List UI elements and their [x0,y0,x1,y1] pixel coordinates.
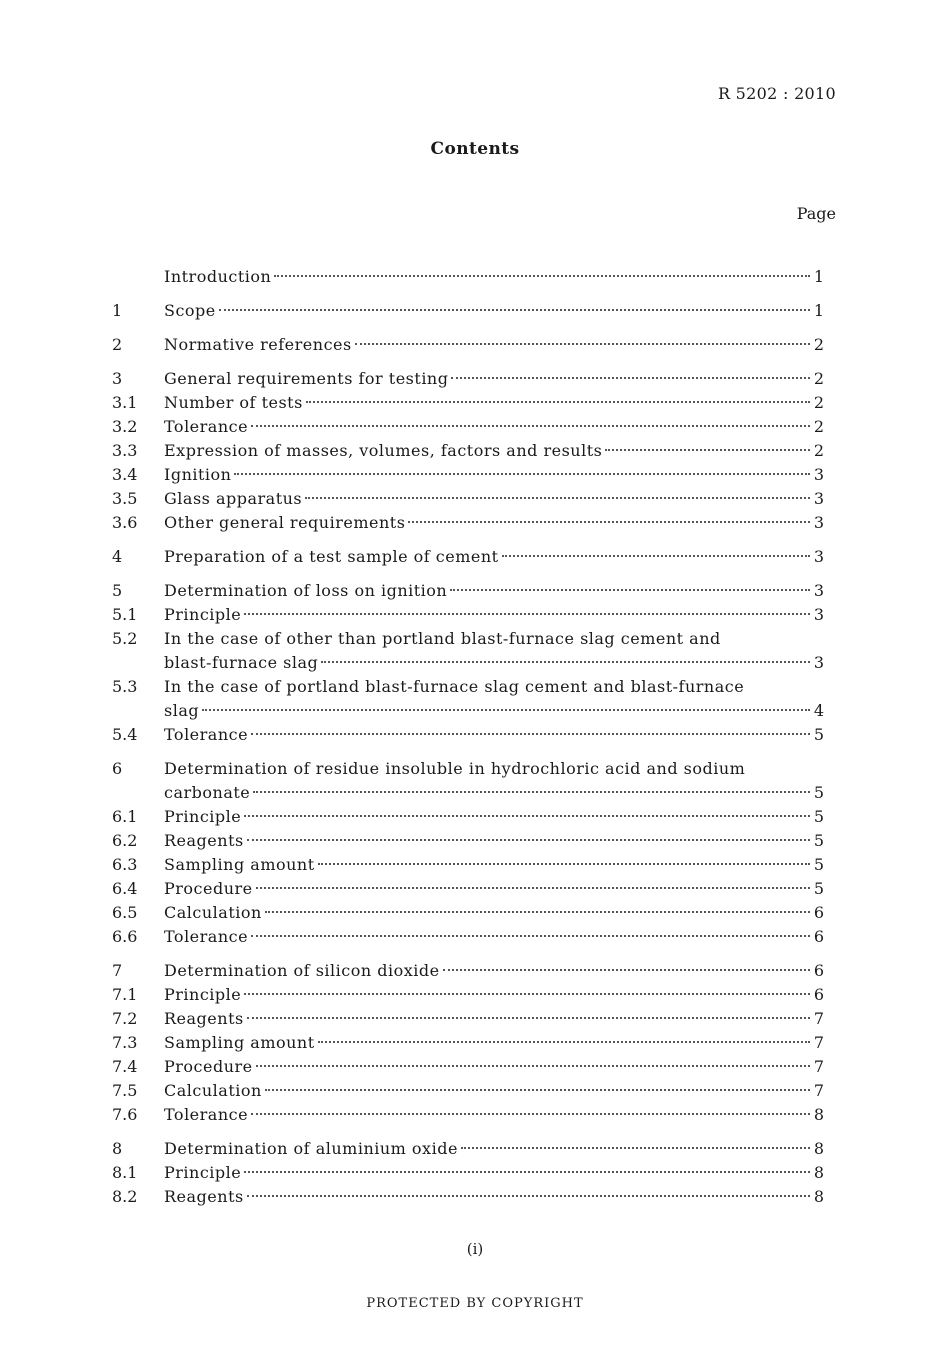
entry-title: Reagents [164,831,244,850]
page-number: 5 [813,783,824,802]
entry-text [164,877,824,901]
section-number: 3.2 [112,417,138,436]
page-column-label: Page [796,204,836,223]
copyright-notice: PROTECTED BY COPYRIGHT [366,1296,584,1311]
toc-entry[interactable] [112,925,824,949]
dot-leader [265,1089,810,1091]
section-number: 8.1 [112,1163,138,1182]
page-number: 3 [813,581,824,600]
page-title: Contents [430,139,520,159]
page-number: 5 [813,831,824,850]
section-number: 3.5 [112,489,138,508]
entry-title: Reagents [164,1009,244,1028]
entry-title: Determination of silicon dioxide [164,961,440,980]
dot-leader [318,1041,810,1043]
entry-line [164,1103,824,1127]
page-number: 7 [813,1033,824,1052]
entry-line [164,299,824,323]
entry-text [164,265,824,289]
dot-leader [244,1171,810,1173]
entry-line [164,925,824,949]
dot-leader [244,993,810,995]
toc-entry[interactable] [112,983,824,1007]
section-number: 4 [112,547,123,566]
dot-leader [251,935,810,937]
dot-leader [219,309,810,311]
dot-leader [306,401,810,403]
section-number: 6.1 [112,807,138,826]
dot-leader [251,1113,810,1115]
section-number: 3 [112,369,123,388]
entry-text [164,1079,824,1103]
entry-text [164,829,824,853]
dot-leader [502,555,810,557]
toc-entry[interactable] [112,299,824,323]
section-number: 7.2 [112,1009,138,1028]
toc-entry[interactable] [112,545,824,569]
section-number: 7.4 [112,1057,138,1076]
entry-line [164,1055,824,1079]
entry-line [164,983,824,1007]
entry-text [164,805,824,829]
entry-title: blast-furnace slag [164,653,319,672]
page-number: 6 [813,961,824,980]
toc-entry[interactable] [112,1137,824,1161]
toc-entry[interactable] [112,877,824,901]
toc-group [112,1137,824,1209]
dot-leader [244,613,810,615]
dot-leader [265,911,810,913]
toc-group [112,299,824,323]
toc-entry[interactable] [112,959,824,983]
entry-text [164,367,824,391]
toc-group [112,959,824,1127]
entry-title: Other general requirements [164,513,406,532]
entry-title: Scope [164,301,216,320]
entry-title: Tolerance [164,725,249,744]
section-number: 6 [112,759,123,778]
entry-title: Glass apparatus [164,489,303,508]
section-number: 6.3 [112,855,138,874]
toc-group [112,333,824,357]
entry-text [164,723,824,747]
entry-text [164,675,824,723]
entry-text [164,579,824,603]
section-number: 6.5 [112,903,138,922]
section-number: 5 [112,581,123,600]
entry-line [164,463,824,487]
toc-entry[interactable] [112,487,824,511]
toc-entry[interactable] [112,757,824,805]
entry-line [164,853,824,877]
entry-text [164,333,824,357]
entry-title: Procedure [164,879,253,898]
dot-leader [247,1017,810,1019]
section-number: 1 [112,301,123,320]
dot-leader [247,839,810,841]
toc-group [112,545,824,569]
entry-text [164,545,824,569]
toc-entry[interactable] [112,901,824,925]
section-number: 3.1 [112,393,138,412]
entry-line [164,265,824,289]
entry-line [164,367,824,391]
entry-title: carbonate [164,783,251,802]
page-number: 2 [813,335,824,354]
entry-title: Normative references [164,335,352,354]
entry-title: Determination of aluminium oxide [164,1139,458,1158]
toc-entry[interactable] [112,1055,824,1079]
entry-text [164,1031,824,1055]
entry-text [164,1007,824,1031]
toc-entry[interactable] [112,1007,824,1031]
entry-line [164,781,824,805]
entry-title: slag [164,701,200,720]
entry-line [164,439,824,463]
dot-leader [256,887,810,889]
entry-line [164,805,824,829]
entry-title: Preparation of a test sample of cement [164,547,499,566]
dot-leader [251,425,810,427]
entry-line [164,1137,824,1161]
entry-line [164,699,824,723]
section-number: 8 [112,1139,123,1158]
dot-leader [355,343,810,345]
entry-title-line: Determination of residue insoluble in hydrochloric acid and sodium [164,759,746,778]
entry-line [164,651,824,675]
page-number: 6 [813,985,824,1004]
entry-line [164,1007,824,1031]
entry-line [164,959,824,983]
entry-title: Reagents [164,1187,244,1206]
entry-title: Expression of masses, volumes, factors and results [164,441,603,460]
entry-line [164,829,824,853]
dot-leader [253,791,810,793]
toc-group [112,265,824,289]
page-number: 7 [813,1009,824,1028]
dot-leader [202,709,810,711]
dot-leader [251,733,810,735]
entry-title: Sampling amount [164,855,315,874]
page-number: 5 [813,855,824,874]
page-number: 5 [813,807,824,826]
entry-title: Principle [164,985,242,1004]
page-number: 2 [813,393,824,412]
section-number: 5.4 [112,725,138,744]
section-number: 7.5 [112,1081,138,1100]
section-number: 7.1 [112,985,138,1004]
toc-entry[interactable] [112,511,824,535]
dot-leader [247,1195,810,1197]
entry-text [164,1161,824,1185]
toc-entry[interactable] [112,603,824,627]
section-number: 5.2 [112,629,138,648]
entry-line [164,1031,824,1055]
toc-entry[interactable] [112,1161,824,1185]
entry-title: Calculation [164,903,262,922]
toc-entry[interactable] [112,1031,824,1055]
table-of-contents [112,265,824,1219]
entry-title-line: In the case of other than portland blast-furnace slag cement and [164,629,721,648]
entry-line [164,545,824,569]
entry-title: Introduction [164,267,272,286]
entry-line [164,877,824,901]
entry-line [164,415,824,439]
entry-title: Principle [164,605,242,624]
section-number: 3.4 [112,465,138,484]
page-number: 8 [813,1163,824,1182]
entry-text [164,901,824,925]
section-number: 3.6 [112,513,138,532]
toc-entry[interactable] [112,1079,824,1103]
dot-leader [274,275,810,277]
entry-text [164,1185,824,1209]
page-number: 8 [813,1139,824,1158]
page-number: 1 [813,267,824,286]
entry-text [164,603,824,627]
page-number: 3 [813,653,824,672]
entry-line [164,333,824,357]
entry-text [164,487,824,511]
entry-text [164,415,824,439]
toc-entry[interactable] [112,463,824,487]
entry-title: General requirements for testing [164,369,449,388]
entry-text [164,757,824,805]
toc-entry[interactable] [112,333,824,357]
page-number: 3 [813,465,824,484]
entry-line [164,487,824,511]
section-number: 7.3 [112,1033,138,1052]
toc-group [112,367,824,535]
page-number: 7 [813,1081,824,1100]
toc-entry[interactable] [112,805,824,829]
dot-leader [443,969,810,971]
entry-line [164,723,824,747]
dot-leader [605,449,810,451]
entry-line [164,391,824,415]
dot-leader [408,521,810,523]
entry-title: Tolerance [164,927,249,946]
page-number: 5 [813,725,824,744]
dot-leader [450,589,810,591]
entry-text [164,925,824,949]
page-number: 8 [813,1187,824,1206]
section-number: 3.3 [112,441,138,460]
toc-entry[interactable] [112,391,824,415]
page-number: 2 [813,441,824,460]
toc-entry[interactable] [112,829,824,853]
dot-leader [234,473,810,475]
page-number: 6 [813,927,824,946]
entry-title: Tolerance [164,1105,249,1124]
section-number: 6.2 [112,831,138,850]
dot-leader [318,863,810,865]
entry-text [164,1103,824,1127]
entry-line [164,511,824,535]
entry-line [164,1161,824,1185]
entry-text [164,299,824,323]
entry-text [164,1055,824,1079]
section-number: 8.2 [112,1187,138,1206]
toc-entry[interactable] [112,265,824,289]
entry-title: Tolerance [164,417,249,436]
dot-leader [305,497,810,499]
entry-line [164,1185,824,1209]
page-number: 3 [813,489,824,508]
entry-line [164,901,824,925]
entry-text [164,439,824,463]
toc-entry[interactable] [112,439,824,463]
dot-leader [244,815,810,817]
entry-line [164,603,824,627]
entry-title: Determination of loss on ignition [164,581,448,600]
page-number: 3 [813,605,824,624]
entry-text [164,511,824,535]
dot-leader [451,377,810,379]
entry-title-line: In the case of portland blast-furnace slag cement and blast-furnace [164,677,745,696]
entry-line [164,1079,824,1103]
toc-entry[interactable] [112,579,824,603]
entry-title: Sampling amount [164,1033,315,1052]
entry-title: Procedure [164,1057,253,1076]
toc-entry[interactable] [112,1103,824,1127]
toc-entry[interactable] [112,723,824,747]
page-number: 1 [813,301,824,320]
page-number: 2 [813,369,824,388]
entry-line [164,579,824,603]
entry-text [164,983,824,1007]
section-number: 6.6 [112,927,138,946]
section-number: 5.3 [112,677,138,696]
entry-title: Principle [164,807,242,826]
dot-leader [321,661,810,663]
entry-text [164,391,824,415]
section-number: 7.6 [112,1105,138,1124]
page-number: 3 [813,547,824,566]
toc-group [112,757,824,949]
entry-text [164,463,824,487]
entry-text [164,853,824,877]
entry-text [164,627,824,675]
toc-entry[interactable] [112,367,824,391]
toc-entry[interactable] [112,1185,824,1209]
entry-title: Calculation [164,1081,262,1100]
section-number: 5.1 [112,605,138,624]
page-number: 3 [813,513,824,532]
footer-page-number: (i) [466,1240,484,1258]
toc-entry[interactable] [112,675,824,723]
page-number: 5 [813,879,824,898]
dot-leader [461,1147,810,1149]
page-number: 6 [813,903,824,922]
entry-text [164,959,824,983]
toc-entry[interactable] [112,627,824,675]
page-number: 7 [813,1057,824,1076]
toc-group [112,579,824,747]
page-number: 2 [813,417,824,436]
section-number: 6.4 [112,879,138,898]
entry-title: Ignition [164,465,232,484]
section-number: 7 [112,961,123,980]
entry-title: Number of tests [164,393,303,412]
dot-leader [256,1065,810,1067]
section-number: 2 [112,335,123,354]
entry-text [164,1137,824,1161]
page-number: 8 [813,1105,824,1124]
entry-title: Principle [164,1163,242,1182]
toc-entry[interactable] [112,853,824,877]
toc-entry[interactable] [112,415,824,439]
page-number: 4 [813,701,824,720]
standard-number: R 5202 : 2010 [717,84,836,103]
